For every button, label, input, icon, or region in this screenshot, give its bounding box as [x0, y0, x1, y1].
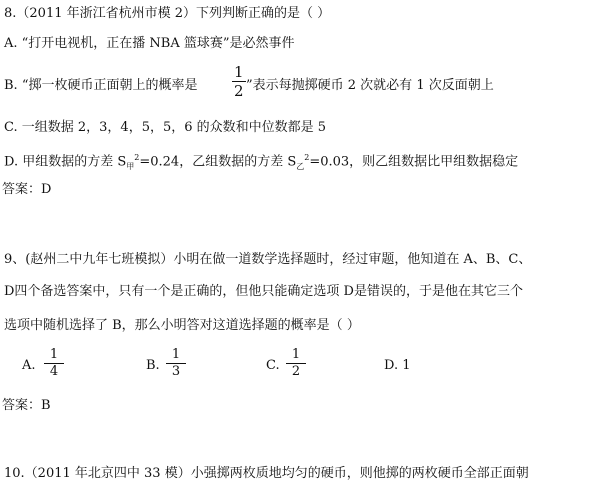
fraction-denominator: 4: [49, 364, 59, 379]
q9-option-b-fraction: [166, 348, 186, 379]
q8-option-b-fraction: [232, 64, 246, 99]
variance-exponent: 2: [304, 153, 310, 162]
q8-stem: 8.（2011 年浙江省杭州市模 2）下列判断正确的是（ ）: [4, 6, 331, 21]
q8-option-c: C. 一组数据 2，3，4，5，5，6 的众数和中位数都是 5: [4, 120, 327, 135]
fraction-numerator: 1: [171, 347, 181, 362]
q9-option-b-label: B.: [146, 358, 160, 373]
fraction-numerator: 1: [49, 347, 59, 362]
q9-stem-line-3: 选项中随机选择了 B，那么小明答对这道选择题的概率是（ ）: [4, 318, 360, 333]
fraction-denominator: 3: [171, 364, 181, 379]
q8-option-d-text-3: =0.03，则乙组数据比甲组数据稳定: [309, 154, 519, 170]
q8-answer: 答案：D: [2, 182, 52, 197]
q9-answer: 答案：B: [2, 398, 51, 413]
variance-exponent: 2: [134, 153, 140, 162]
q8-option-d: [4, 150, 518, 175]
q9-stem-line-1: 9、(赵州二中九年七班模拟）小明在做一道数学选择题时，经过审题，他知道在 A、B、C、: [4, 252, 532, 267]
fraction-denominator: 2: [234, 82, 244, 100]
q9-option-d: D. 1: [384, 358, 411, 373]
fraction-numerator: 1: [234, 63, 244, 81]
q9-option-a-label: A.: [22, 358, 36, 373]
q8-option-b-suffix: ”表示每抛掷硬币 2 次就必有 1 次反面朝上: [246, 78, 494, 93]
q8-option-d-text-2: =0.24，乙组数据的方差 S: [139, 154, 297, 170]
q9-option-c-label: C.: [266, 358, 280, 373]
fraction-numerator: 1: [291, 347, 301, 362]
q10-stem: 10.（2011 年北京四中 33 模）小强掷两枚质地均匀的硬币，则他掷的两枚硬币全部正面朝: [4, 466, 529, 481]
q9-stem-line-2: D四个备选答案中，只有一个是正确的，但他只能确定选项 D是错误的，于是他在其它三个: [4, 284, 523, 299]
q8-option-b-prefix: B. “掷一枚硬币正面朝上的概率是: [4, 78, 198, 93]
variance-subscript-jia: 甲: [126, 161, 135, 171]
q9-option-a-fraction: [44, 348, 64, 379]
q8-option-a: A. “打开电视机，正在播 NBA 篮球赛”是必然事件: [4, 36, 295, 51]
q8-option-d-text-1: D. 甲组数据的方差 S: [4, 154, 127, 170]
fraction-denominator: 2: [291, 364, 301, 379]
variance-subscript-yi: 乙: [296, 161, 305, 171]
q9-option-c-fraction: [286, 348, 306, 379]
